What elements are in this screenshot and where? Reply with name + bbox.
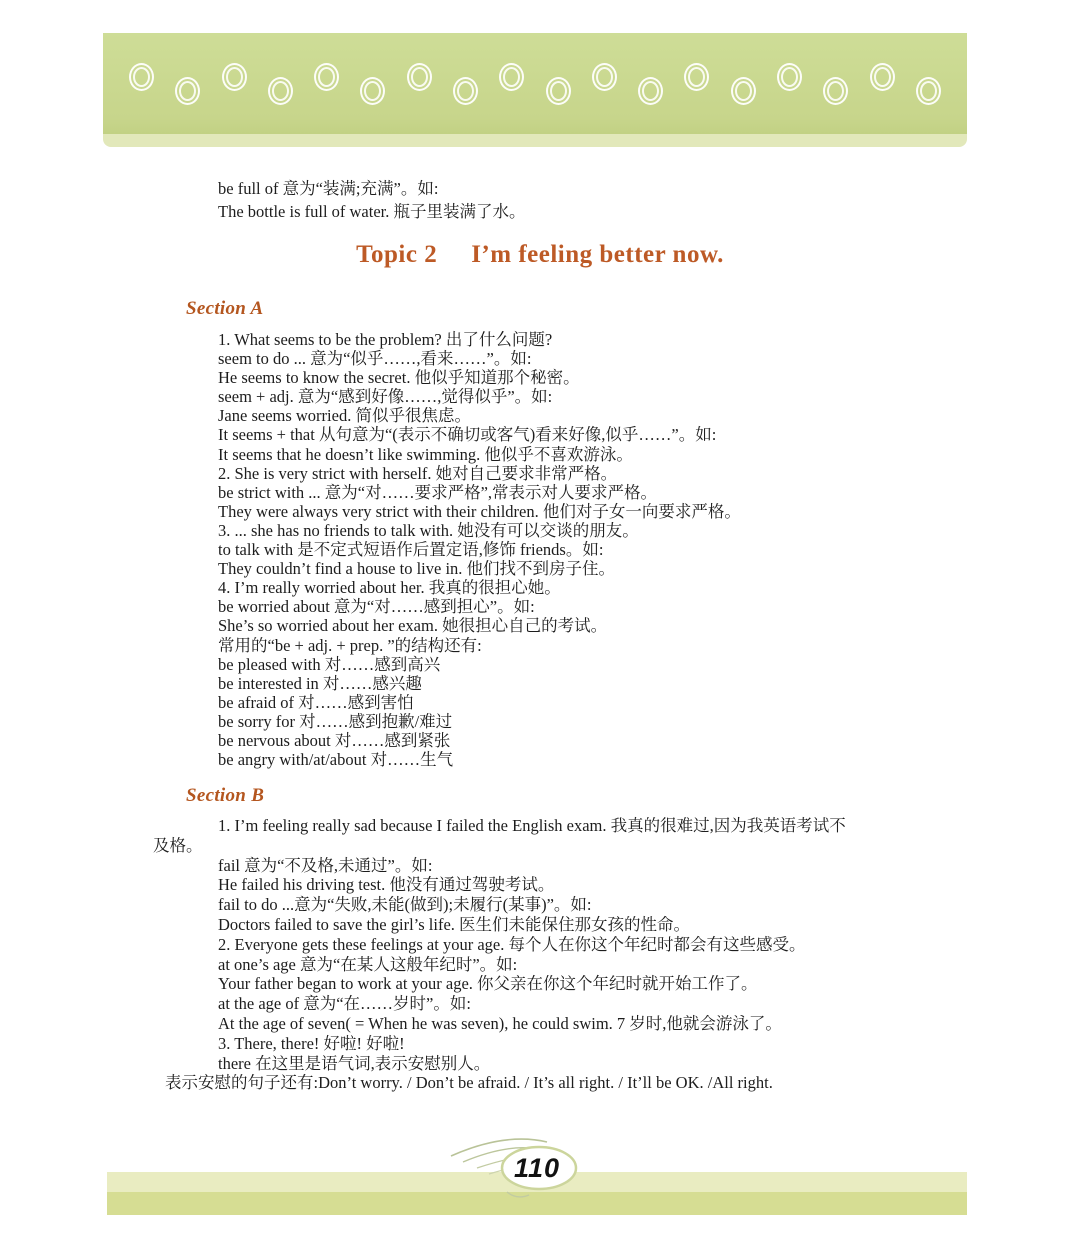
ring-icon — [175, 77, 200, 105]
intro-lines — [153, 177, 526, 223]
text-line: seem + adj. 意为“感到好像……,觉得似乎”。如: — [218, 387, 553, 407]
ring-icon — [916, 77, 941, 105]
text-line: at one’s age 意为“在某人这般年纪时”。如: — [218, 954, 518, 974]
text-line: fail to do ...意为“失败,未能(做到);未履行(某事)”。如: — [218, 895, 592, 915]
text-line: 2. Everyone gets these feelings at your age. 每个人在你这个年纪时都会有这些感受。 — [218, 934, 806, 954]
text-line: 3. There, there! 好啦! 好啦! — [218, 1033, 405, 1053]
text-line: She’s so worried about her exam. 她很担心自己的考试。 — [218, 616, 608, 636]
text-line: It seems + that 从句意为“(表示不确切或客气)看来好像,似乎……”。如: — [218, 425, 717, 445]
text-line: be interested in 对……感兴趣 — [218, 673, 422, 693]
text-line: fail 意为“不及格,未通过”。如: — [218, 855, 433, 875]
ring-icon — [407, 63, 432, 91]
header-band — [103, 33, 967, 134]
text-line: 及格。 — [153, 835, 203, 855]
ring-icon — [777, 63, 802, 91]
ring-icon — [453, 77, 478, 105]
text-line: be pleased with 对……感到高兴 — [218, 654, 441, 674]
text-line: 4. I’m really worried about her. 我真的很担心她。 — [218, 578, 561, 598]
text-line: be full of 意为“装满;充满”。如: — [218, 179, 439, 198]
text-line: to talk with 是不定式短语作后置定语,修饰 friends。如: — [218, 540, 604, 560]
section-a-heading: Section A — [186, 298, 264, 319]
text-line: The bottle is full of water. 瓶子里装满了水。 — [218, 202, 526, 221]
ring-icon — [823, 77, 848, 105]
text-line: He failed his driving test. 他没有通过驾驶考试。 — [218, 875, 555, 895]
page-number: 110 — [513, 1153, 561, 1183]
text-line: Doctors failed to save the girl’s life. 医生们未能保住那女孩的性命。 — [218, 914, 691, 934]
text-line: 3. ... she has no friends to talk with. 她没有可以交谈的朋友。 — [218, 520, 639, 540]
text-line: They couldn’t find a house to live in. 他们找不到房子住。 — [218, 559, 616, 579]
ring-row — [129, 33, 941, 134]
topic-text: I’m feeling better now. — [471, 241, 724, 268]
text-line: They were always very strict with their children. 他们对子女一向要求严格。 — [218, 501, 741, 521]
text-line: be worried about 意为“对……感到担心”。如: — [218, 597, 535, 617]
text-line: at the age of 意为“在……岁时”。如: — [218, 994, 471, 1014]
text-line: seem to do ... 意为“似乎……,看来……”。如: — [218, 349, 532, 369]
ring-icon — [268, 77, 293, 105]
text-line: 表示安慰的句子还有:Don’t worry. / Don’t be afraid. / It’s all right. / It’ll be OK. /All right. — [165, 1073, 773, 1093]
ring-icon — [592, 63, 617, 91]
ring-icon — [638, 77, 663, 105]
topic-number: Topic 2 — [356, 241, 438, 268]
text-line: He seems to know the secret. 他似乎知道那个秘密。 — [218, 368, 580, 388]
text-line: 常用的“be + adj. + prep. ”的结构还有: — [218, 635, 482, 655]
text-line: 1. I’m feeling really sad because I failed the English exam. 我真的很难过,因为我英语考试不 — [218, 816, 846, 835]
ring-icon — [129, 63, 154, 91]
text-line: be angry with/at/about 对……生气 — [218, 750, 454, 770]
text-line: It seems that he doesn’t like swimming. 他似乎不喜欢游泳。 — [218, 444, 633, 464]
topic-title — [0, 241, 1080, 269]
text-line: be strict with ... 意为“对……要求严格”,常表示对人要求严格。 — [218, 482, 658, 502]
text-line: 1. What seems to be the problem? 出了什么问题? — [218, 330, 553, 349]
text-line: be sorry for 对……感到抱歉/难过 — [218, 711, 453, 731]
ring-icon — [499, 63, 524, 91]
text-line: be nervous about 对……感到紧张 — [218, 730, 451, 750]
section-b-heading: Section B — [186, 785, 265, 806]
ring-icon — [731, 77, 756, 105]
header-band-bottom-strip — [103, 134, 967, 147]
section-b-lines — [153, 816, 943, 1093]
ring-icon — [546, 77, 571, 105]
text-line: there 在这里是语气词,表示安慰别人。 — [218, 1053, 491, 1073]
ring-icon — [684, 63, 709, 91]
ring-icon — [222, 63, 247, 91]
ring-icon — [360, 77, 385, 105]
section-a-lines — [153, 330, 943, 769]
text-line: Jane seems worried. 简似乎很焦虑。 — [218, 406, 471, 426]
text-line: 2. She is very strict with herself. 她对自己要求非常严格。 — [218, 463, 618, 483]
text-line: be afraid of 对……感到害怕 — [218, 692, 414, 712]
ring-icon — [870, 63, 895, 91]
text-line: Your father began to work at your age. 你父亲在你这个年纪时就开始工作了。 — [218, 974, 758, 994]
text-line: At the age of seven( = When he was seven), he could swim. 7 岁时,他就会游泳了。 — [218, 1013, 782, 1033]
ring-icon — [314, 63, 339, 91]
